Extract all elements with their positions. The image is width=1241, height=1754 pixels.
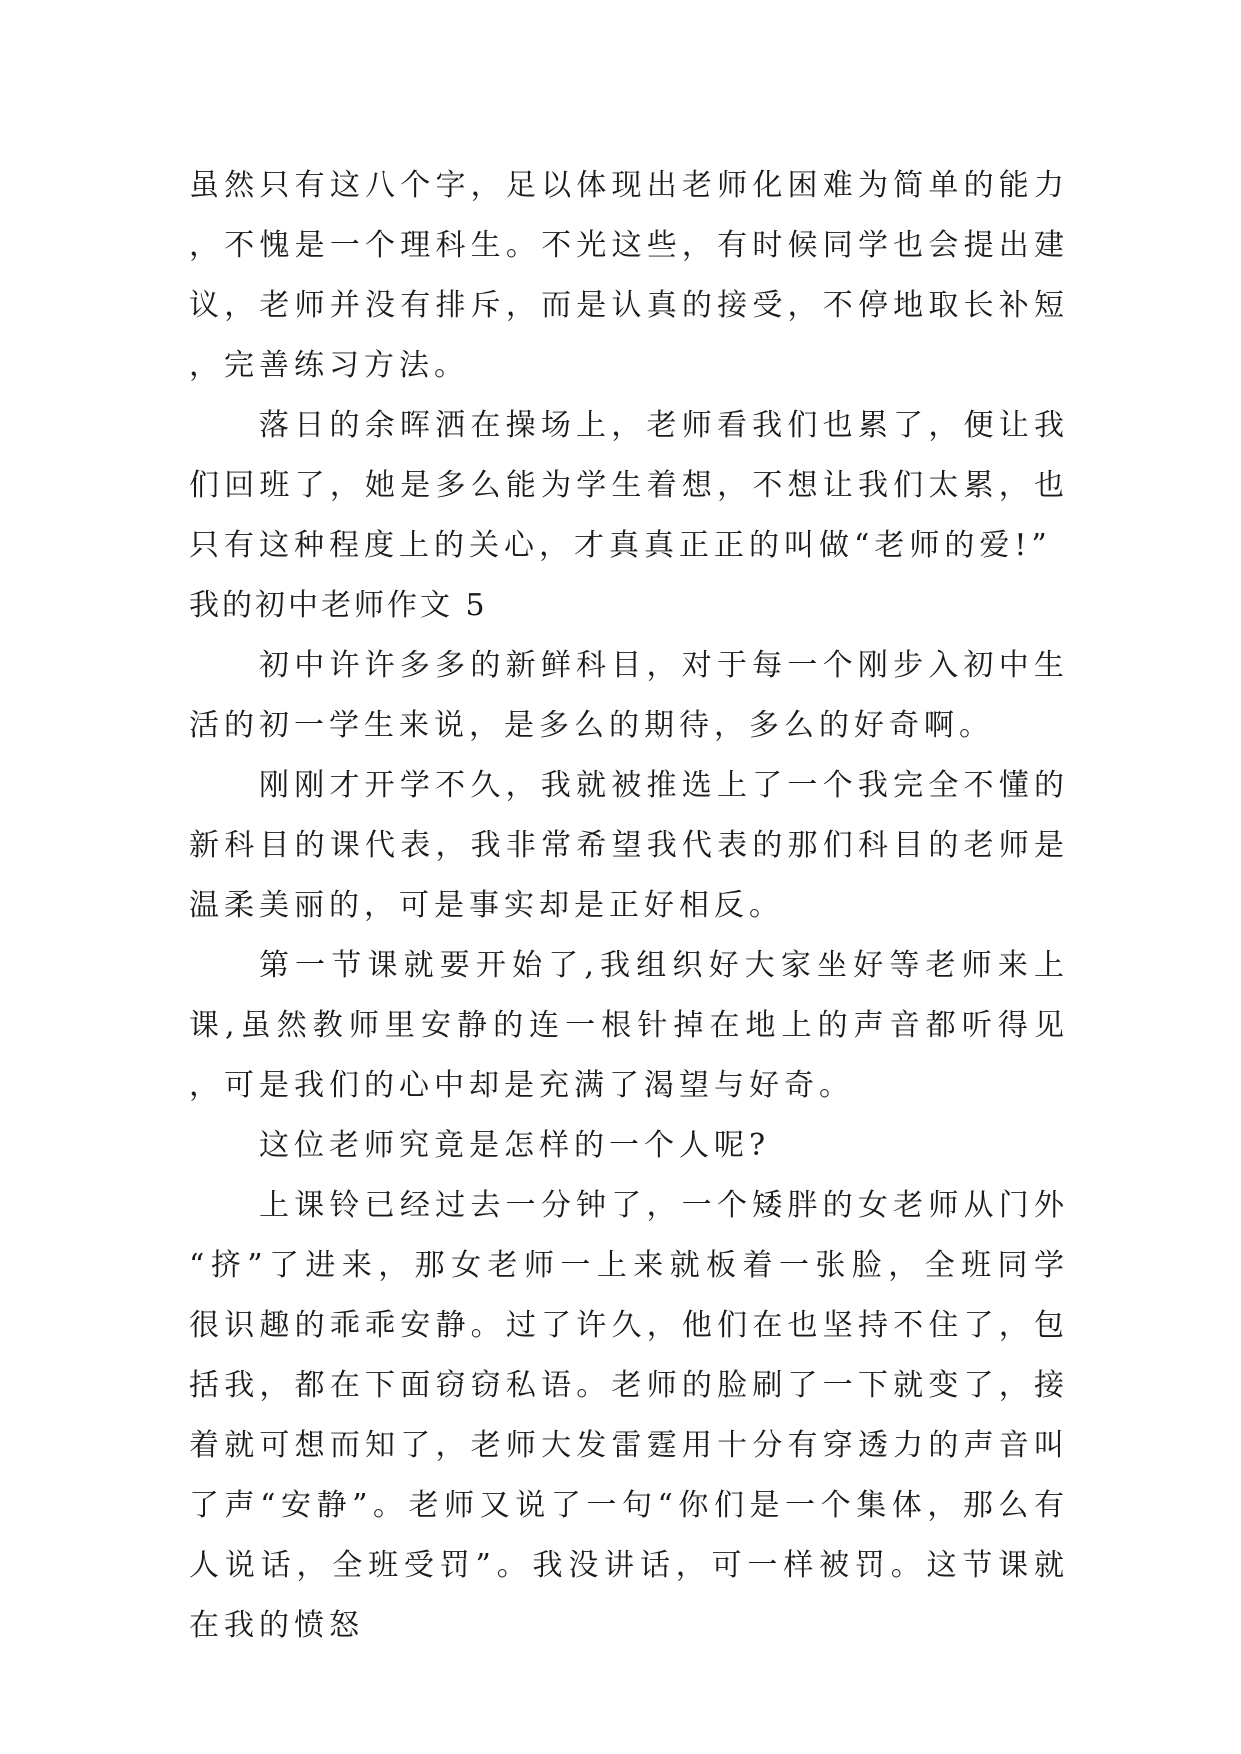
paragraph: 落日的余晖洒在操场上，老师看我们也累了，便让我们回班了，她是多么能为学生着想，不想让我们太累，也只有这种程度上的关心，才真真正正的叫做“老师的爱!” — [189, 408, 1069, 563]
paragraph: 这位老师究竟是怎样的一个人呢? — [259, 1128, 771, 1163]
paragraph: 初中许许多多的新鲜科目，对于每一个刚步入初中生活的初一学生来说，是多么的期待，多么的好奇啊。 — [189, 648, 1069, 743]
document-body — [189, 156, 1069, 1656]
paragraph: 第一节课就要开始了,我组织好大家坐好等老师来上课,虽然教师里安静的连一根针掉在地上的声音都听得见，可是我们的心中却是充满了渴望与好奇。 — [189, 948, 1069, 1103]
paragraph: 刚刚才开学不久，我就被推选上了一个我完全不懂的新科目的课代表，我非常希望我代表的那们科目的老师是温柔美丽的，可是事实却是正好相反。 — [189, 768, 1069, 923]
paragraph-continuation: 虽然只有这八个字，足以体现出老师化困难为简单的能力，不愧是一个理科生。不光这些，有时候同学也会提出建议，老师并没有排斥，而是认真的接受，不停地取长补短，完善练习方法。 — [189, 168, 1069, 383]
paragraph: 上课铃已经过去一分钟了，一个矮胖的女老师从门外“挤”了进来，那女老师一上来就板着一张脸，全班同学很识趣的乖乖安静。过了许久，他们在也坚持不住了，包括我，都在下面窃窃私语。老师的脸刷了一下就变了，接着就可想而知了，老师大发雷霆用十分有穿透力的声音叫了声“安静”。老师又说了一句“你们是一个集体，那么有人说话，全班受罚”。我没讲话，可一样被罚。这节课就在我的愤怒 — [189, 1188, 1069, 1643]
section-heading: 我的初中老师作文 5 — [189, 588, 488, 623]
